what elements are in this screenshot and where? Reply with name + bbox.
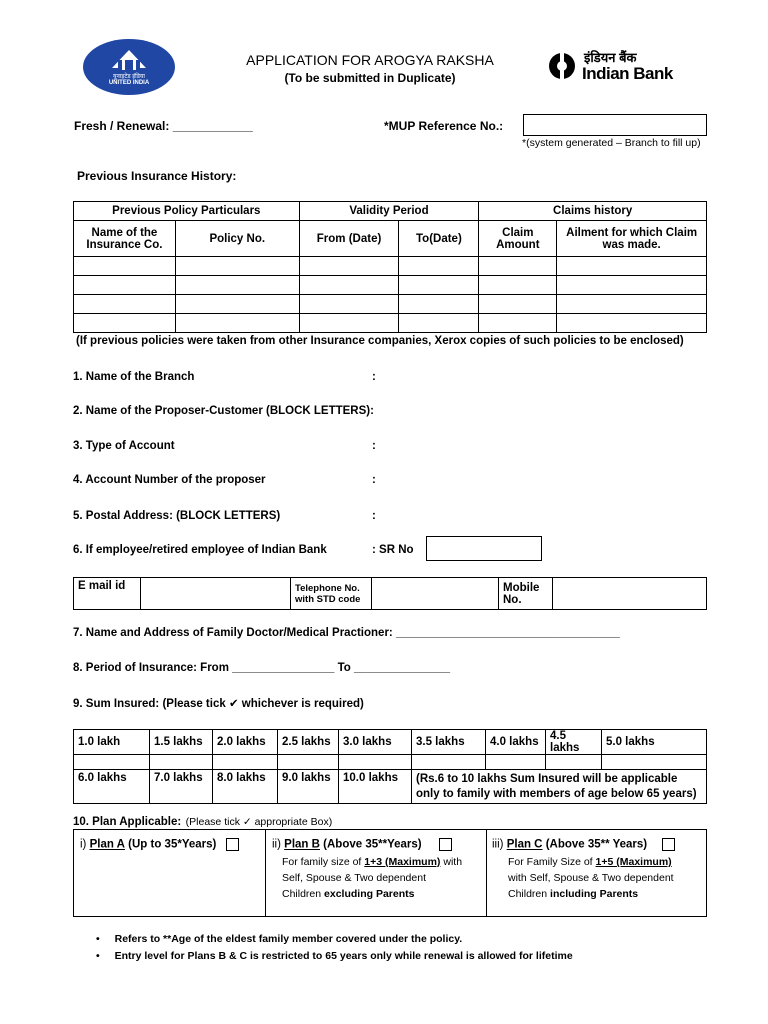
indian-bank-english: Indian Bank	[582, 64, 673, 83]
plan-a-detail: (Up to 35*Years)	[128, 838, 217, 851]
history-title: Previous Insurance History:	[77, 169, 237, 183]
colon: :	[372, 371, 376, 383]
telephone-label: Telephone No. with STD code	[291, 578, 372, 610]
sum-insured-note: (Rs.6 to 10 lakhs Sum Insured will be applicable only to family with members of age below 65 years)	[412, 770, 707, 804]
table-row[interactable]	[74, 295, 707, 314]
sum-option[interactable]: 4.5 lakhs	[546, 730, 602, 755]
history-col-to: To(Date)	[399, 221, 479, 257]
branch-name-label: 1. Name of the Branch	[73, 371, 195, 383]
plan-a-prefix: i)	[80, 838, 87, 851]
mup-note: *(system generated – Branch to fill up)	[522, 137, 701, 149]
contact-table	[73, 577, 707, 610]
sum-option[interactable]: 10.0 lakhs	[339, 770, 412, 804]
email-label: E mail id	[74, 578, 141, 610]
plan-c-checkbox[interactable]	[662, 838, 675, 851]
history-group-policy: Previous Policy Particulars	[74, 202, 300, 221]
indian-bank-logo	[546, 48, 680, 84]
bullet-item: • Refers to **Age of the eldest family member covered under the policy.	[96, 933, 463, 945]
plan-c-prefix: iii)	[492, 838, 504, 851]
account-type-label: 3. Type of Account	[73, 440, 175, 452]
table-row[interactable]	[74, 276, 707, 295]
plan-c-detail: (Above 35** Years)	[545, 838, 648, 851]
colon: :	[372, 474, 376, 486]
mobile-label: Mobile No.	[499, 578, 553, 610]
bullet-item: • Entry level for Plans B & C is restricted to 65 years only while renewal is allowed for lifetime	[96, 950, 573, 962]
sum-option[interactable]: 3.5 lakhs	[412, 730, 486, 755]
plan-title-text: 10. Plan Applicable:	[73, 816, 182, 828]
history-col-from: From (Date)	[299, 221, 399, 257]
history-group-claims: Claims history	[479, 202, 707, 221]
bullet-icon: •	[96, 950, 100, 962]
plan-b-desc: For family size of 1+3 (Maximum) with Self, Spouse & Two dependent Children excluding Parents	[282, 856, 463, 900]
table-row[interactable]	[74, 257, 707, 276]
plan-c[interactable]	[492, 838, 702, 851]
sum-option[interactable]: 7.0 lakhs	[150, 770, 213, 804]
period-label: 8. Period of Insurance: From ________________ To _______________	[73, 662, 450, 674]
plan-box	[73, 829, 707, 917]
sum-option[interactable]: 2.5 lakhs	[278, 730, 339, 755]
family-doctor-label: 7. Name and Address of Family Doctor/Medical Practioner: ___________________________________	[73, 627, 620, 639]
sum-insured-label: 9. Sum Insured: (Please tick ✔ whichever is required)	[73, 698, 364, 710]
fresh-renewal-field: Fresh / Renewal: ____________	[74, 119, 253, 133]
history-group-validity: Validity Period	[299, 202, 479, 221]
united-india-logo	[82, 38, 176, 96]
plan-a-checkbox[interactable]	[226, 838, 239, 851]
plan-b-name: Plan B	[284, 838, 320, 851]
plan-title	[73, 812, 332, 830]
email-input[interactable]	[141, 578, 291, 610]
proposer-name-label: 2. Name of the Proposer-Customer (BLOCK LETTERS):	[73, 405, 374, 417]
employee-label: 6. If employee/retired employee of Indian Bank	[73, 544, 327, 556]
history-col-insurer: Name of the Insurance Co.	[74, 221, 176, 257]
plan-b-checkbox[interactable]	[439, 838, 452, 851]
united-india-english: UNITED INDIA	[108, 80, 150, 86]
telephone-input[interactable]	[372, 578, 499, 610]
history-col-claim: Claim Amount	[479, 221, 557, 257]
sum-option[interactable]: 5.0 lakhs	[602, 730, 707, 755]
sum-option[interactable]: 1.0 lakh	[74, 730, 150, 755]
colon: :	[372, 440, 376, 452]
history-col-policy: Policy No.	[175, 221, 299, 257]
history-note: (If previous policies were taken from other Insurance companies, Xerox copies of such policies to be enclosed)	[76, 335, 684, 347]
sum-option[interactable]: 9.0 lakhs	[278, 770, 339, 804]
plan-a-name: Plan A	[89, 838, 125, 851]
postal-address-label: 5. Postal Address: (BLOCK LETTERS)	[73, 510, 281, 522]
united-india-hindi: यूनाइटेड इंडिया	[113, 74, 145, 80]
sr-no-label: : SR No	[372, 544, 414, 556]
history-col-ailment: Ailment for which Claim was made.	[557, 221, 707, 257]
page-subtitle: (To be submitted in Duplicate)	[284, 71, 456, 85]
mup-input[interactable]	[523, 114, 707, 136]
indian-bank-hindi: इंडियन बैंक	[584, 50, 637, 65]
colon: :	[372, 510, 376, 522]
mobile-input[interactable]	[553, 578, 707, 610]
page-title: APPLICATION FOR AROGYA RAKSHA	[246, 52, 494, 68]
plan-b-prefix: ii)	[272, 838, 281, 851]
history-table	[73, 201, 707, 333]
sum-option[interactable]: 8.0 lakhs	[213, 770, 278, 804]
sum-option[interactable]: 3.0 lakhs	[339, 730, 412, 755]
mup-label: *MUP Reference No.:	[384, 119, 504, 133]
plan-b[interactable]	[272, 838, 480, 851]
sum-option[interactable]: 6.0 lakhs	[74, 770, 150, 804]
plan-title-note: (Please tick ✓ appropriate Box)	[185, 816, 333, 828]
account-number-label: 4. Account Number of the proposer	[73, 474, 266, 486]
sum-option[interactable]: 2.0 lakhs	[213, 730, 278, 755]
sum-option[interactable]: 4.0 lakhs	[486, 730, 546, 755]
plan-a[interactable]	[80, 838, 239, 851]
plan-c-desc: For Family Size of 1+5 (Maximum) with Self, Spouse & Two dependent Children including Parents	[508, 856, 674, 900]
sum-option[interactable]: 1.5 lakhs	[150, 730, 213, 755]
sr-no-input[interactable]	[426, 536, 542, 561]
bullet-icon: •	[96, 933, 100, 945]
plan-b-detail: (Above 35**Years)	[323, 838, 422, 851]
sum-insured-table	[73, 729, 707, 804]
table-row[interactable]	[74, 314, 707, 333]
plan-c-name: Plan C	[506, 838, 543, 851]
